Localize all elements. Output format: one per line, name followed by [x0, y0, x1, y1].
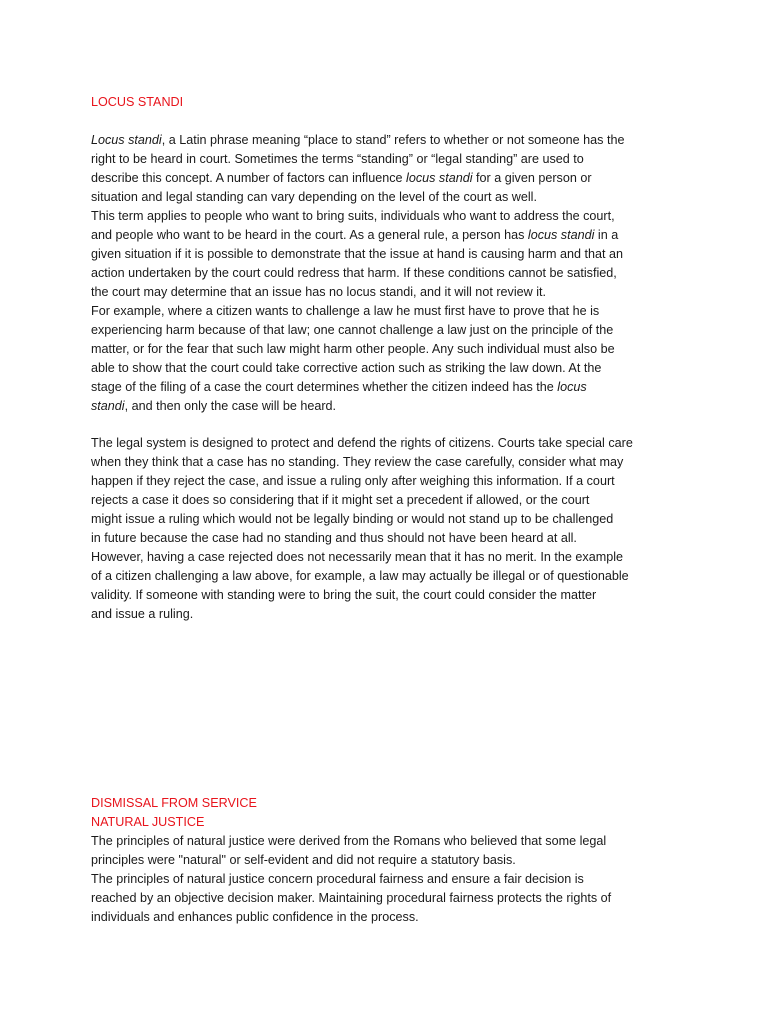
- text-run: experiencing harm because of that law; one cannot challenge a law just on the principle of the: [91, 323, 614, 337]
- text-run: stage of the filing of a case the court determines whether the citizen indeed has the: [91, 380, 558, 394]
- text-run: when they think that a case has no standing. They review the case carefully, consider what may: [91, 455, 624, 469]
- text-run: situation and legal standing can vary depending on the level of the court as well.: [91, 190, 537, 204]
- text-line: [91, 245, 623, 264]
- text-line: [91, 586, 596, 605]
- text-line: [91, 397, 336, 416]
- text-line: [91, 491, 589, 510]
- text-line: [91, 188, 537, 207]
- text-run: principles were "natural" or self-evident and did not require a statutory basis.: [91, 853, 516, 867]
- text-run: for a given person or: [472, 171, 592, 185]
- text-line: [91, 472, 615, 491]
- text-run: matter, or for the fear that such law might harm other people. Any such individual must also be: [91, 342, 615, 356]
- text-line: [91, 453, 623, 472]
- text-run: individuals and enhances public confidence in the process.: [91, 910, 419, 924]
- text-line: [91, 434, 633, 453]
- italic-term: locus: [557, 380, 587, 394]
- text-line: [91, 340, 615, 359]
- section-heading-locus-standi: LOCUS STANDI: [91, 95, 184, 109]
- italic-term: Locus standi: [91, 133, 162, 147]
- text-run: in future because the case had no standing and thus should not have been heard at all.: [91, 531, 577, 545]
- text-run: describe this concept. A number of factors can influence: [91, 171, 407, 185]
- text-line: [91, 131, 624, 150]
- text-line: [91, 908, 419, 927]
- text-line: [91, 207, 615, 226]
- text-run: given situation if it is possible to demonstrate that the issue at hand is causing harm and that an: [91, 247, 624, 261]
- text-line: [91, 359, 601, 378]
- text-run: The legal system is designed to protect and defend the rights of citizens. Courts take special care: [91, 436, 633, 450]
- text-run: , a Latin phrase meaning “place to stand” refers to whether or not someone has the: [161, 133, 625, 147]
- text-run: of a citizen challenging a law above, for example, a law may actually be illegal or of questionable: [91, 569, 629, 583]
- text-run: happen if they reject the case, and issue a ruling only after weighing this information. If a court: [91, 474, 615, 488]
- text-run: The principles of natural justice concern procedural fairness and ensure a fair decision is: [91, 872, 584, 886]
- text-line: [91, 378, 587, 397]
- text-run: action undertaken by the court could redress that harm. If these conditions cannot be satisfied,: [91, 266, 617, 280]
- text-line: [91, 851, 516, 870]
- text-run: able to show that the court could take corrective action such as striking the law down. At the: [91, 361, 602, 375]
- text-run: rejects a case it does so considering that if it might set a precedent if allowed, or the court: [91, 493, 590, 507]
- italic-term: locus standi: [406, 171, 473, 185]
- italic-term: locus standi: [527, 228, 595, 242]
- text-run: , and then only the case will be heard.: [124, 399, 337, 413]
- text-line: [91, 548, 623, 567]
- text-run: The principles of natural justice were derived from the Romans who believed that some legal: [91, 834, 607, 848]
- text-line: [91, 150, 584, 169]
- text-line: [91, 567, 629, 586]
- text-line: [91, 510, 613, 529]
- text-run: This term applies to people who want to bring suits, individuals who want to address the court,: [91, 209, 615, 223]
- text-run: the court may determine that an issue has no locus standi, and it will not review it.: [91, 285, 547, 299]
- italic-term: standi: [91, 399, 125, 413]
- text-line: [91, 529, 577, 548]
- section-heading-dismissal-from-service: DISMISSAL FROM SERVICE: [91, 796, 257, 810]
- text-run: might issue a ruling which would not be legally binding or would not stand up to be challenged: [91, 512, 614, 526]
- text-line: [91, 264, 617, 283]
- text-run: and issue a ruling.: [91, 607, 194, 621]
- text-line: [91, 870, 584, 889]
- section-heading-natural-justice: NATURAL JUSTICE: [91, 815, 205, 829]
- text-run: For example, where a citizen wants to challenge a law he must first have to prove that he is: [91, 304, 600, 318]
- text-line: [91, 226, 618, 245]
- text-run: reached by an objective decision maker. Maintaining procedural fairness protects the rights of: [91, 891, 612, 905]
- text-run: validity. If someone with standing were to bring the suit, the court could consider the matter: [91, 588, 597, 602]
- text-line: [91, 321, 613, 340]
- text-line: [91, 605, 193, 624]
- text-line: [91, 169, 592, 188]
- text-run: in a: [594, 228, 619, 242]
- text-line: [91, 283, 546, 302]
- text-line: [91, 832, 606, 851]
- text-run: However, having a case rejected does not necessarily mean that it has no merit. In the example: [91, 550, 624, 564]
- text-run: right to be heard in court. Sometimes the terms “standing” or “legal standing” are used to: [91, 152, 584, 166]
- text-run: and people who want to be heard in the court. As a general rule, a person has: [91, 228, 528, 242]
- text-line: [91, 302, 599, 321]
- text-line: [91, 889, 611, 908]
